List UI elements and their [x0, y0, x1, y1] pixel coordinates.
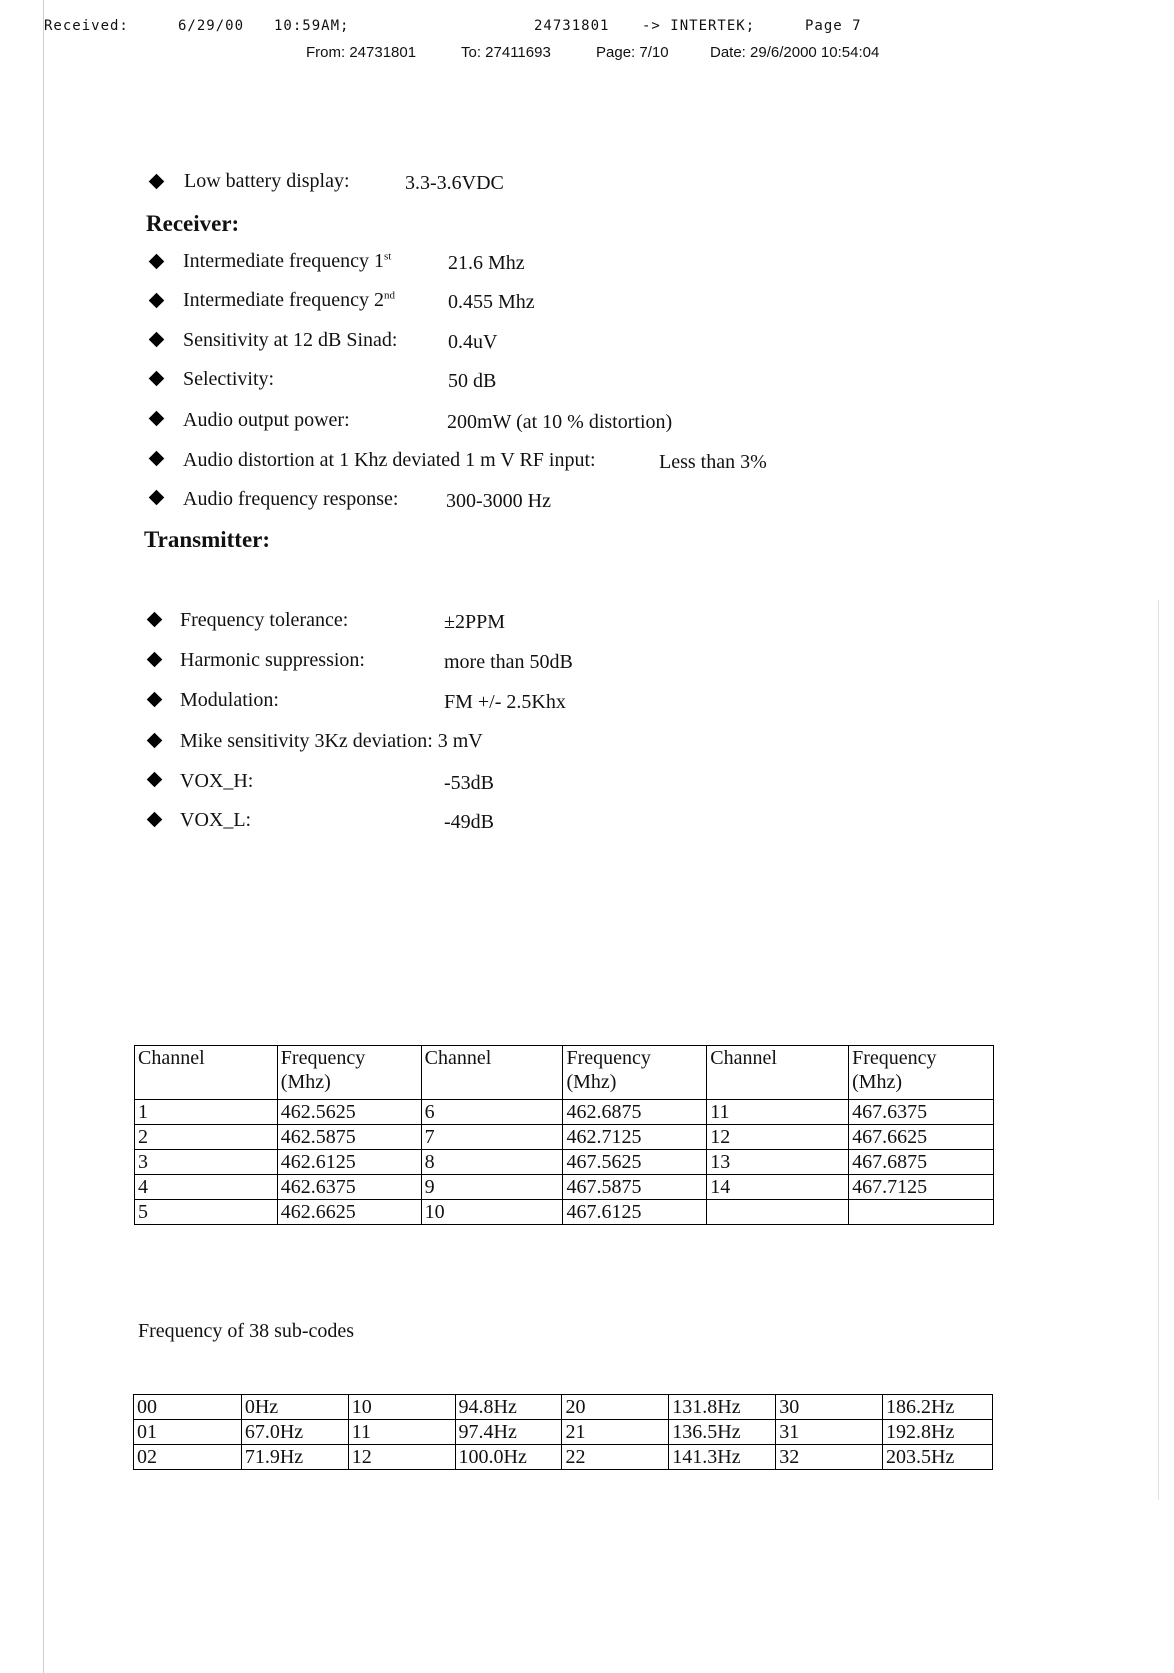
subcodes-table: [133, 1394, 993, 1470]
table-cell: 11: [707, 1100, 849, 1125]
page-count: Page: 7/10: [596, 44, 669, 61]
table-cell: [707, 1200, 849, 1225]
receiver-heading: Receiver:: [146, 211, 240, 236]
table-cell: 32: [776, 1445, 883, 1470]
receiver-item-label: Intermediate frequency 2nd: [183, 289, 396, 311]
page-label: Page 7: [805, 18, 862, 34]
table-cell: 467.6375: [849, 1100, 994, 1125]
receiver-item-label: Audio frequency response:: [183, 488, 399, 510]
bullet-icon: [149, 293, 165, 309]
table-cell: 22: [562, 1445, 669, 1470]
table-cell: 11: [348, 1420, 455, 1445]
bullet-icon: [149, 490, 165, 506]
table-cell: 12: [707, 1125, 849, 1150]
receiver-item-value: 300-3000 Hz: [446, 490, 551, 512]
table-cell: 67.0Hz: [241, 1420, 348, 1445]
table-cell: 462.6625: [277, 1200, 421, 1225]
table-cell: 31: [776, 1420, 883, 1445]
receiver-item-label: Audio distortion at 1 Khz deviated 1 m V RF input:: [183, 449, 596, 471]
table-row: [135, 1175, 994, 1200]
fax-date: Date: 29/6/2000 10:54:04: [710, 44, 880, 61]
table-row: [135, 1150, 994, 1175]
table-row: [135, 1200, 994, 1225]
transmitter-item-label: VOX_H:: [180, 770, 254, 792]
transmitter-item-value: -49dB: [444, 811, 494, 833]
table-cell: 13: [707, 1150, 849, 1175]
table-cell: 00: [134, 1395, 242, 1420]
receiver-item-label: Intermediate frequency 1st: [183, 250, 392, 272]
table-cell: 100.0Hz: [455, 1445, 562, 1470]
table-cell: 9: [421, 1175, 563, 1200]
table-cell: 97.4Hz: [455, 1420, 562, 1445]
battery-value: 3.3-3.6VDC: [405, 172, 504, 194]
table-cell: 94.8Hz: [455, 1395, 562, 1420]
table-cell: 14: [707, 1175, 849, 1200]
subcodes-title: Frequency of 38 sub-codes: [138, 1320, 355, 1342]
scan-artifact-line-right: [1158, 600, 1159, 1500]
to-number: To: 27411693: [461, 44, 551, 61]
table-cell: 467.6125: [563, 1200, 707, 1225]
receiver-item-value: 0.455 Mhz: [448, 291, 535, 313]
transmitter-heading: Transmitter:: [144, 527, 271, 552]
bullet-icon: [147, 812, 163, 828]
table-cell: 462.5625: [277, 1100, 421, 1125]
table-cell: 2: [135, 1125, 278, 1150]
table-row: [135, 1125, 994, 1150]
table-row: [135, 1100, 994, 1125]
transmitter-item-value: -53dB: [444, 772, 494, 794]
table-cell: 12: [348, 1445, 455, 1470]
table-cell: 136.5Hz: [669, 1420, 776, 1445]
table-row: [134, 1420, 993, 1445]
battery-label: Low battery display:: [184, 170, 350, 192]
received-time: 10:59AM;: [274, 18, 350, 34]
table-cell: 21: [562, 1420, 669, 1445]
table-cell: 8: [421, 1150, 563, 1175]
table-row: [134, 1445, 993, 1470]
receiver-item-label: Sensitivity at 12 dB Sinad:: [183, 329, 398, 351]
table-cell: 10: [421, 1200, 563, 1225]
table-cell: 462.6875: [563, 1100, 707, 1125]
table-cell: 30: [776, 1395, 883, 1420]
table-cell: 6: [421, 1100, 563, 1125]
transmitter-item-label: Mike sensitivity 3Kz deviation: 3 mV: [180, 730, 483, 752]
table-cell: 0Hz: [241, 1395, 348, 1420]
table-cell: 71.9Hz: [241, 1445, 348, 1470]
header-cell: Frequency (Mhz): [849, 1046, 994, 1100]
table-cell: 1: [135, 1100, 278, 1125]
from-number: From: 24731801: [306, 44, 417, 61]
table-cell: 01: [134, 1420, 242, 1445]
receiver-item-label: Selectivity:: [183, 368, 275, 390]
table-cell: 467.6625: [849, 1125, 994, 1150]
transmitter-item-label: Frequency tolerance:: [180, 609, 349, 631]
transmitter-item-label: Harmonic suppression:: [180, 649, 365, 671]
channel-table: [134, 1045, 994, 1225]
receiver-item-label: Audio output power:: [183, 409, 350, 431]
table-cell: 462.7125: [563, 1125, 707, 1150]
received-label: Received:: [44, 18, 129, 34]
bullet-icon: [147, 612, 163, 628]
receiver-item-value: Less than 3%: [659, 451, 767, 473]
table-cell: 7: [421, 1125, 563, 1150]
receiver-item-value: 21.6 Mhz: [448, 252, 525, 274]
bullet-icon: [147, 772, 163, 788]
table-cell: 462.5875: [277, 1125, 421, 1150]
table-cell: [849, 1200, 994, 1225]
table-cell: 02: [134, 1445, 242, 1470]
table-cell: 186.2Hz: [883, 1395, 993, 1420]
bullet-icon: [149, 254, 165, 270]
table-cell: 467.5625: [563, 1150, 707, 1175]
table-cell: 192.8Hz: [883, 1420, 993, 1445]
transmitter-item-value: ±2PPM: [444, 611, 506, 633]
table-cell: 141.3Hz: [669, 1445, 776, 1470]
header-cell: Channel: [135, 1046, 278, 1100]
table-cell: 4: [135, 1175, 278, 1200]
transmitter-item-value: FM +/- 2.5Khx: [444, 691, 566, 713]
bullet-icon: [149, 451, 165, 467]
table-header-row: [135, 1046, 994, 1100]
bullet-icon: [149, 174, 165, 190]
header-cell: Frequency (Mhz): [277, 1046, 421, 1100]
transmitter-item-label: VOX_L:: [180, 809, 252, 831]
header-cell: Channel: [421, 1046, 563, 1100]
table-cell: 462.6375: [277, 1175, 421, 1200]
table-row: [134, 1395, 993, 1420]
table-cell: 467.5875: [563, 1175, 707, 1200]
table-cell: 462.6125: [277, 1150, 421, 1175]
bullet-icon: [147, 652, 163, 668]
receiver-item-value: 200mW (at 10 % distortion): [447, 411, 673, 433]
bullet-icon: [149, 411, 165, 427]
table-cell: 467.7125: [849, 1175, 994, 1200]
receiver-item-value: 50 dB: [448, 370, 497, 392]
bullet-icon: [149, 332, 165, 348]
table-cell: 20: [562, 1395, 669, 1420]
bullet-icon: [147, 733, 163, 749]
table-cell: 131.8Hz: [669, 1395, 776, 1420]
table-cell: 467.6875: [849, 1150, 994, 1175]
table-cell: 3: [135, 1150, 278, 1175]
scan-artifact-line: [43, 0, 44, 1673]
header-cell: Channel: [707, 1046, 849, 1100]
table-cell: 10: [348, 1395, 455, 1420]
table-cell: 203.5Hz: [883, 1445, 993, 1470]
sender-number: 24731801: [534, 18, 610, 34]
bullet-icon: [147, 692, 163, 708]
bullet-icon: [149, 371, 165, 387]
received-date: 6/29/00: [178, 18, 245, 34]
receiver-item-value: 0.4uV: [448, 331, 498, 353]
header-cell: Frequency (Mhz): [563, 1046, 707, 1100]
table-cell: 5: [135, 1200, 278, 1225]
transmitter-item-value: more than 50dB: [444, 651, 573, 673]
route: -> INTERTEK;: [642, 18, 756, 34]
transmitter-item-label: Modulation:: [180, 689, 279, 711]
